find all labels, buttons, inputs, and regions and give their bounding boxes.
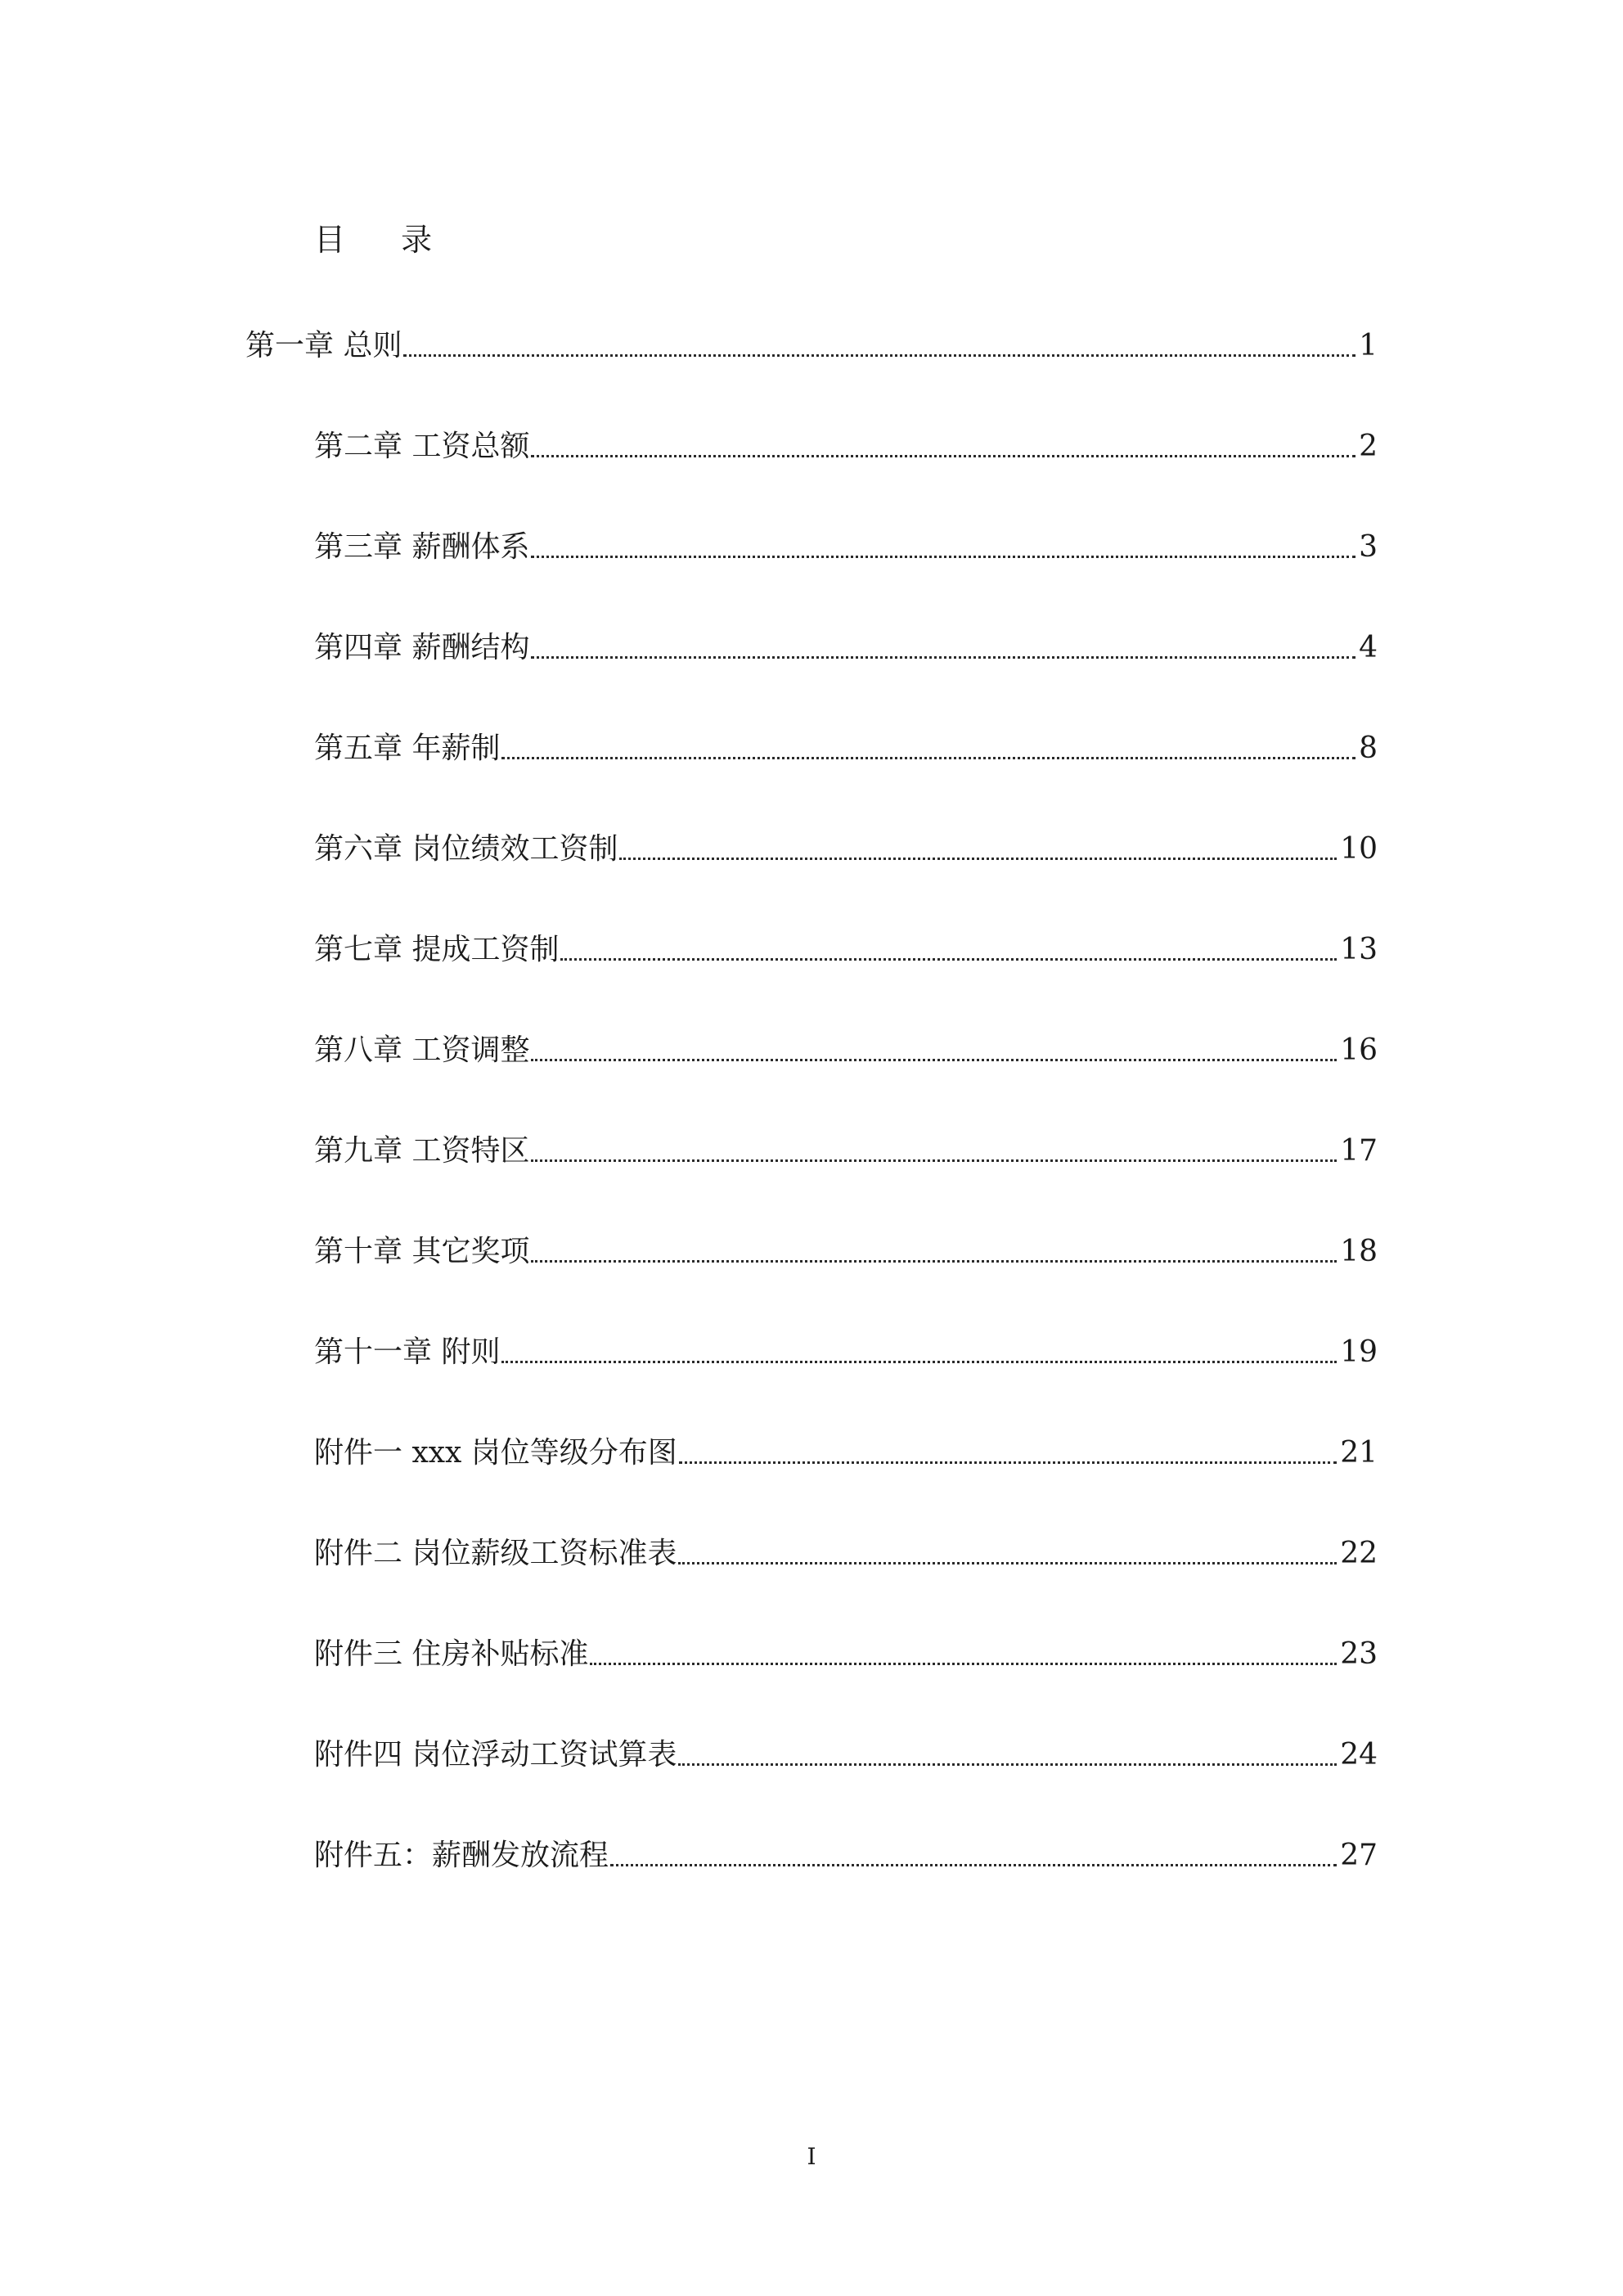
toc-entry-page: 1 [1359, 329, 1378, 362]
dot-leader [678, 1763, 1337, 1766]
dot-leader [531, 1159, 1337, 1162]
toc-entry-page: 22 [1340, 1537, 1378, 1570]
toc-entry[interactable] [314, 1634, 1378, 1675]
toc-entry-label: 第九章 工资特区 [314, 1134, 530, 1168]
toc-entry-label: 第七章 提成工资制 [314, 933, 560, 966]
toc-entry[interactable] [314, 1433, 1378, 1474]
toc-entry-page: 18 [1340, 1235, 1378, 1268]
toc-entry[interactable] [314, 628, 1378, 669]
toc-entry-label: 附件二 岗位薪级工资标准表 [314, 1537, 677, 1570]
toc-entry-page: 2 [1359, 430, 1378, 463]
toc-entry-page: 17 [1340, 1134, 1378, 1168]
toc-title: 目 录 [314, 222, 456, 258]
dot-leader [678, 1562, 1337, 1564]
toc-entry-label: 第五章 年薪制 [314, 732, 501, 765]
dot-leader [590, 1663, 1337, 1665]
toc-entry[interactable] [245, 326, 1378, 367]
toc-entry-label: 第三章 薪酬体系 [314, 530, 530, 564]
toc-entry[interactable] [314, 930, 1378, 970]
dot-leader [679, 1461, 1337, 1464]
page-number: I [807, 2143, 816, 2170]
dot-leader [531, 455, 1355, 457]
dot-leader [619, 858, 1337, 860]
toc-entry[interactable] [314, 1030, 1378, 1071]
toc-entry[interactable] [314, 1735, 1378, 1776]
toc-entry-page: 27 [1340, 1839, 1378, 1872]
toc-entry-label: 第八章 工资调整 [314, 1033, 530, 1067]
toc-entry-label: 第四章 薪酬结构 [314, 631, 530, 664]
toc-entry-label: 附件四 岗位浮动工资试算表 [314, 1738, 677, 1772]
toc-entry-page: 24 [1340, 1738, 1378, 1772]
toc-entry[interactable] [314, 1332, 1378, 1373]
toc-entry-page: 10 [1340, 832, 1378, 866]
toc-entry[interactable] [314, 1835, 1378, 1876]
dot-leader [610, 1864, 1337, 1866]
toc-entry-label: 附件一 xxx 岗位等级分布图 [314, 1436, 677, 1470]
dot-leader [531, 656, 1355, 659]
dot-leader [501, 757, 1355, 759]
toc-entry-page: 19 [1340, 1335, 1378, 1369]
toc-entry-label: 第二章 工资总额 [314, 430, 530, 463]
toc-entry-label: 第六章 岗位绩效工资制 [314, 832, 618, 866]
dot-leader [531, 1260, 1337, 1263]
toc-entry[interactable] [314, 1533, 1378, 1574]
dot-leader [501, 1361, 1337, 1363]
toc-entry[interactable] [314, 527, 1378, 568]
toc-entry[interactable] [314, 1231, 1378, 1272]
toc-entry-label: 第一章 总则 [245, 329, 402, 362]
toc-entry-page: 4 [1359, 631, 1378, 664]
toc-entry[interactable] [314, 426, 1378, 467]
dot-leader [403, 354, 1355, 357]
toc-entry-label: 附件五：薪酬发放流程 [314, 1839, 609, 1872]
toc-entry-page: 23 [1340, 1637, 1378, 1671]
toc-entry-page: 21 [1340, 1436, 1378, 1470]
toc-entry-page: 16 [1340, 1033, 1378, 1067]
dot-leader [531, 556, 1355, 558]
toc-entry[interactable] [314, 1131, 1378, 1172]
dot-leader [560, 958, 1337, 961]
toc-entry-page: 13 [1340, 933, 1378, 966]
toc-entry-label: 附件三 住房补贴标准 [314, 1637, 589, 1671]
dot-leader [531, 1059, 1337, 1061]
toc-entry[interactable] [314, 829, 1378, 870]
toc-entry-page: 8 [1359, 732, 1378, 765]
toc-entry-label: 第十章 其它奖项 [314, 1235, 530, 1268]
toc-entry-label: 第十一章 附则 [314, 1335, 501, 1369]
toc-entry[interactable] [314, 728, 1378, 769]
toc-entry-page: 3 [1359, 530, 1378, 564]
